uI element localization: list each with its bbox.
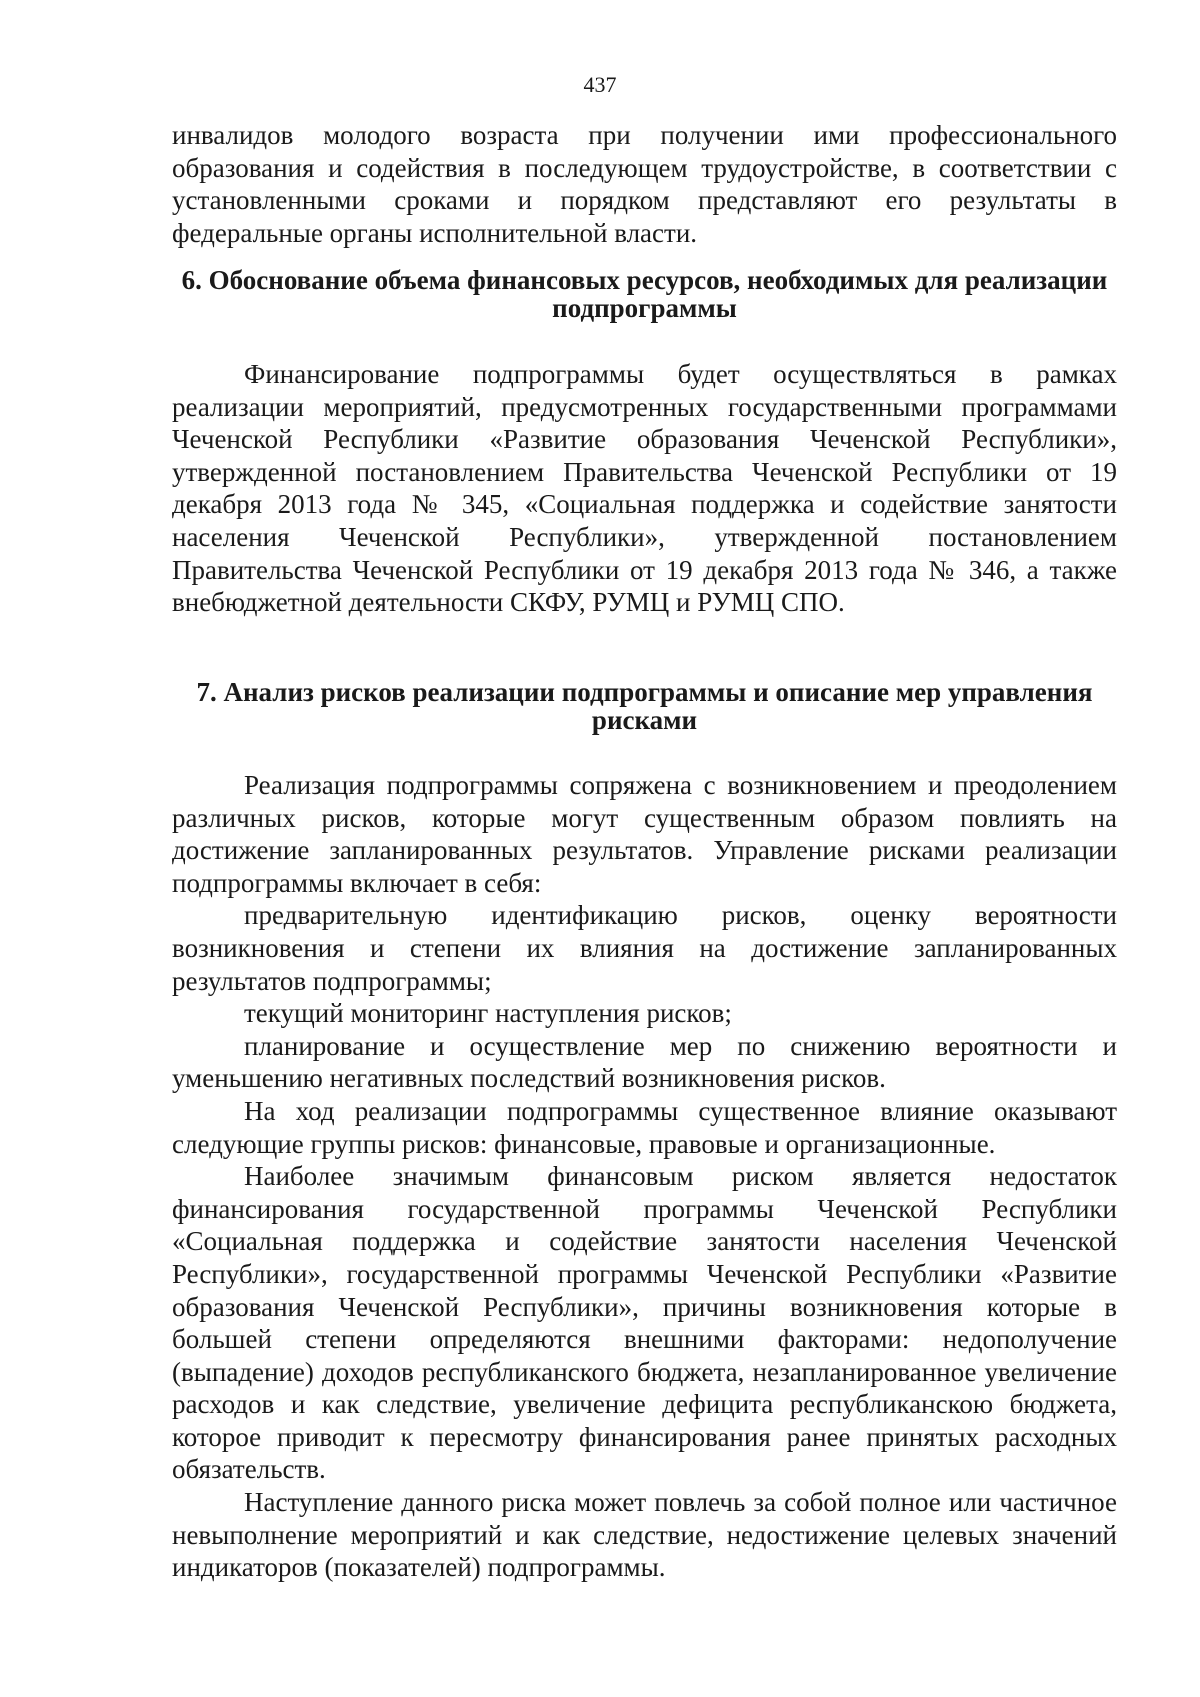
intro-paragraph: инвалидов молодого возраста при получении ими профессионального образования и содействия в последующем трудоустройстве, в соответствии с установленными сроками и порядком представляют его результаты в федеральные органы исполнительной власти.: [172, 120, 1117, 248]
section-7-paragraph: Наступление данного риска может повлечь за собой полное или частичное невыполнение мероприятий и как следствие, недостижение целевых значений индикаторов (показателей) подпрограммы.: [172, 1487, 1117, 1583]
section-7-paragraph: На ход реализации подпрограммы существенное влияние оказывают следующие группы рисков: финансовые, правовые и организационные.: [172, 1095, 1117, 1159]
section-6-body: [172, 358, 1117, 619]
page-number: 437: [583, 72, 617, 97]
section-7-heading: 7. Анализ рисков реализации подпрограммы и описание мер управления рисками: [196, 677, 1093, 735]
section-7-body: [172, 769, 1117, 1584]
section-7-paragraph: предварительную идентификацию рисков, оценку вероятности возникновения и степени их влияния на достижение запланированных результатов подпрограммы;: [172, 900, 1117, 996]
section-6-heading: 6. Обоснование объема финансовых ресурсов, необходимых для реализации подпрограммы: [181, 265, 1108, 323]
section-7-paragraph: Наиболее значимым финансовым риском является недостаток финансирования государственной программы Чеченской Республики «Социальная поддержка и содействие занятости населения Чеченской Республики», государственной программы Чеченской Республики «Развитие образования Чеченской Республики», причины возникновения которые в большей степени определяются внешними факторами: недополучение (выпадение) доходов республиканского бюджета, незапланированное увеличение расходов и как следствие, увеличение дефицита республиканскою бюджета, которое приводит к пересмотру финансирования ранее принятых расходных обязательств.: [172, 1161, 1117, 1485]
section-6-paragraph: Финансирование подпрограммы будет осуществляться в рамках реализации мероприятий, предусмотренных государственными программами Чеченской Республики «Развитие образования Чеченской Республики», утвержденной постановлением Правительства Чеченской Республики от 19 декабря 2013 года № 345, «Социальная поддержка и содействие занятости населения Чеченской Республики», утвержденной постановлением Правительства Чеченской Республики от 19 декабря 2013 года № 346, а также внебюджетной деятельности СКФУ, РУМЦ и РУМЦ СПО.: [172, 359, 1117, 618]
section-7-paragraph: планирование и осуществление мер по снижению вероятности и уменьшению негативных последствий возникновения рисков.: [172, 1030, 1117, 1094]
intro-text: [172, 119, 1117, 249]
section-7-paragraph: Реализация подпрограммы сопряжена с возникновением и преодолением различных рисков, которые могут существенным образом повлиять на достижение запланированных результатов. Управление рисками реализации подпрограммы включает в себя:: [172, 770, 1117, 898]
section-7-paragraph: текущий мониторинг наступления рисков;: [244, 998, 732, 1029]
